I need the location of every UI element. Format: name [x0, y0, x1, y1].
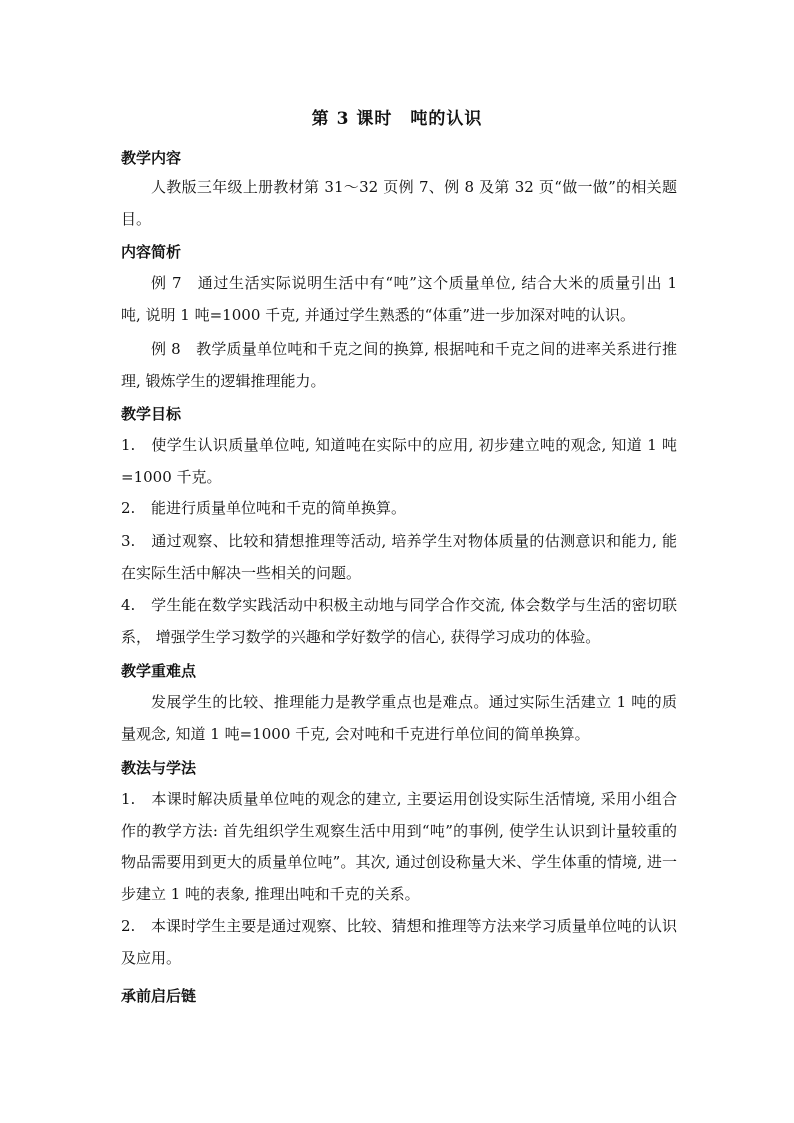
page-title: 第 3 课时 吨的认识: [311, 109, 483, 129]
method-number: 1.: [121, 790, 136, 808]
goal-number: 2.: [121, 499, 136, 517]
goal-number: 1.: [121, 436, 136, 454]
goal-item-2: [121, 493, 677, 525]
goal-number: 3.: [121, 532, 136, 550]
method-item-1: [121, 784, 677, 910]
goal-item-3: [121, 526, 677, 589]
goal-number: 4.: [121, 596, 136, 614]
goal-item-4: [121, 590, 677, 653]
analysis-example-7: 例 7 通过生活实际说明生活中有“吨”这个质量单位, 结合大米的质量引出 1 吨, 说明 1 吨=1000 千克, 并通过学生熟悉的“体重”进一步加深对吨的认识。: [121, 274, 677, 324]
heading-content-analysis: 内容简析: [121, 243, 182, 261]
goal-item-1: [121, 430, 677, 493]
method-number: 2.: [121, 917, 136, 935]
heading-teaching-goals: 教学目标: [121, 405, 182, 423]
heading-key-points: 教学重难点: [121, 662, 197, 680]
method-text: 本课时学生主要是通过观察、比较、猜想和推理等方法来学习质量单位吨的认识及应用。: [121, 917, 677, 967]
heading-teaching-content: 教学内容: [121, 149, 182, 167]
goal-text: 通过观察、比较和猜想推理等活动, 培养学生对物体质量的估测意识和能力, 能在实际生活中解决一些相关的问题。: [121, 532, 677, 582]
teaching-content-text: 人教版三年级上册教材第 31～32 页例 7、例 8 及第 32 页“做一做”的相关题目。: [121, 178, 677, 228]
goal-text: 学生能在数学实践活动中积极主动地与同学合作交流, 体会数学与生活的密切联系， 增强学生学习数学的兴趣和学好数学的信心, 获得学习成功的体验。: [121, 596, 677, 646]
key-points-text: 发展学生的比较、推理能力是教学重点也是难点。通过实际生活建立 1 吨的质量观念, 知道 1 吨=1000 千克, 会对吨和千克进行单位间的简单换算。: [121, 693, 677, 743]
goal-text: 使学生认识质量单位吨, 知道吨在实际中的应用, 初步建立吨的观念, 知道 1 吨=1000 千克。: [121, 436, 677, 486]
heading-connection-chain: 承前启后链: [121, 987, 197, 1005]
goal-text: 能进行质量单位吨和千克的简单换算。: [151, 499, 407, 517]
method-text: 本课时解决质量单位吨的观念的建立, 主要运用创设实际生活情境, 采用小组合作的教学方法: 首先组织学生观察生活中用到“吨”的事例, 使学生认识到计量较重的物品需要用到更大的质量单位吨”。其次, 通过创设称量大米、学生体重的情境, 进一步建立 1 吨的表象, 推理出吨和千克的关系。: [121, 790, 677, 903]
method-item-2: [121, 911, 677, 974]
analysis-example-8: 例 8 教学质量单位吨和千克之间的换算, 根据吨和千克之间的进率关系进行推理, 锻炼学生的逻辑推理能力。: [121, 340, 677, 390]
heading-methods: 教法与学法: [121, 759, 197, 777]
